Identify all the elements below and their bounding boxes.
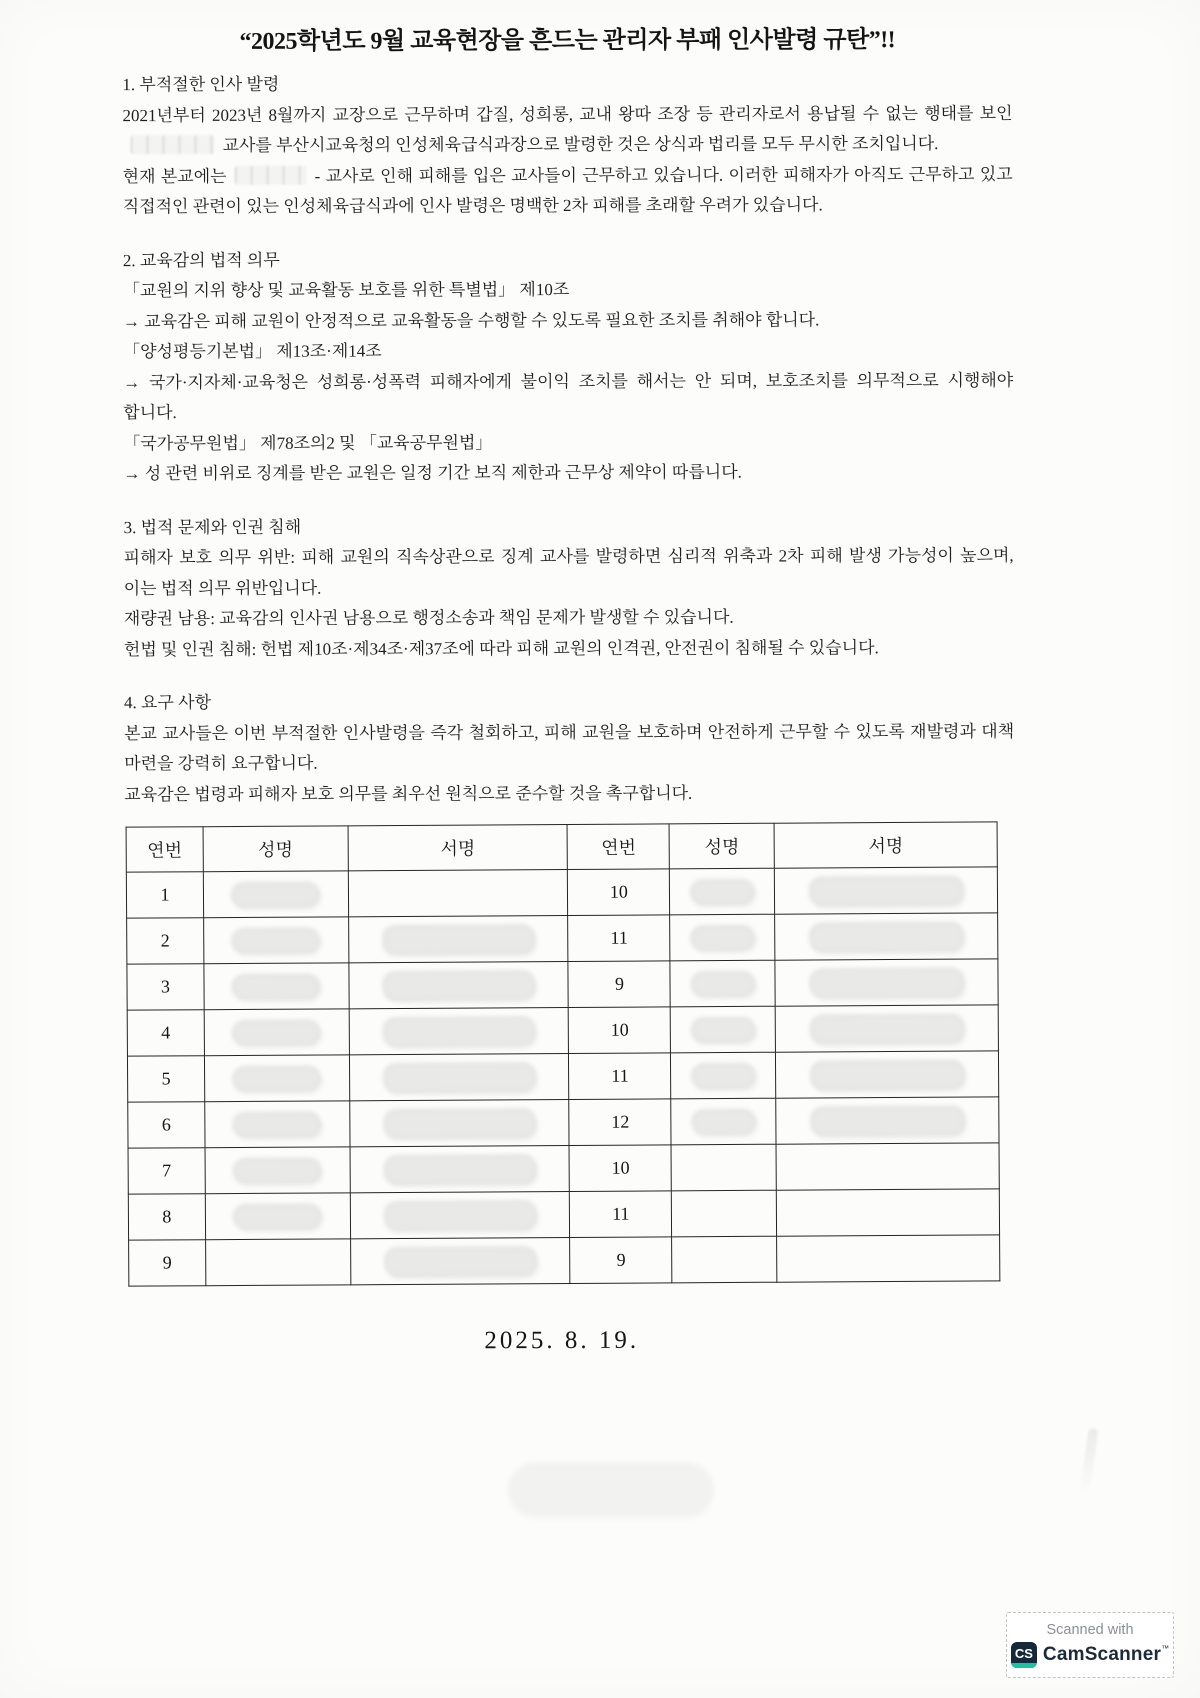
row-number: 9 [568,961,670,1008]
redacted-signature-blob [382,924,535,955]
redacted-stamp-blob [508,1462,714,1518]
section-legal-duty [123,243,1014,489]
col-header-no-left: 연번 [126,827,203,872]
section-heading: 4. 요구 사항 [124,692,212,713]
scanned-with-label: Scanned with [1046,1622,1134,1638]
redacted-signature-blob [383,1200,536,1231]
section-heading: 1. 부적절한 인사 발령 [122,74,280,95]
table-row [129,1235,1000,1286]
paragraph-text: - 교사로 인해 피해를 입은 교사들이 근무하고 있습니다. 이러한 피해자가 아직도 근무하고 있고 직접적인 관련이 있는 인성체육급식과에 인사 발령은 명백한 2차 피해를 초래할 우려가 있습니다. [122,164,1013,217]
redacted-signature-blob [808,875,963,906]
paragraph: 교육감은 법령과 피해자 보호 의무를 최우선 원칙으로 준수할 것을 촉구합니다. [124,783,693,804]
paragraph: → 성 관련 비위로 징계를 받은 교원은 일정 기간 보직 제한과 근무상 제약이 따릅니다. [123,462,742,484]
table-row [126,867,997,918]
row-number: 1 [126,872,203,918]
paragraph: → 교육감은 피해 교원이 안정적으로 교육활동을 수행할 수 있도록 필요한 조치를 취해야 합니다. [123,309,820,331]
redacted-signature-blob [810,1059,965,1090]
row-number: 12 [569,1099,671,1146]
paragraph: 본교 교사들은 이번 부적절한 인사발령을 즉각 철회하고, 피해 교원을 보호하며 안전하게 근무할 수 있도록 재발령과 대책 마련을 강력히 요구합니다. [124,721,1015,774]
redacted-name-blob [232,973,321,1000]
section-legal-issues [124,510,1014,665]
redacted-signature-blob [384,1246,537,1277]
redacted-name-blob [690,878,755,904]
redacted-signature-blob [383,1154,536,1185]
redacted-name-blob [131,135,215,154]
redacted-name-blob [691,1016,756,1042]
row-number: 4 [127,1010,204,1056]
row-number: 6 [128,1102,205,1148]
row-number: 11 [569,1053,671,1100]
paragraph: 「교원의 지위 향상 및 교육활동 보호를 위한 특별법」 제10조 [122,279,570,301]
paragraph-text: 2021년부터 2023년 8월까지 교장으로 근무하며 갑질, 성희롱, 교내 왕따 조장 등 관리자로서 용납될 수 없는 행태를 보인 [122,103,1013,125]
row-number: 10 [570,1145,672,1192]
section-heading: 3. 법적 문제와 인권 침해 [123,517,302,537]
signature-table [126,821,1001,1286]
redacted-name-blob [233,1203,322,1230]
redacted-name-blob [690,924,755,950]
col-header-no-right: 연번 [568,824,670,870]
redacted-signature-blob [383,1062,536,1093]
document-date: 2025. 8. 19. [484,1326,640,1355]
paragraph: 피해자 보호 의무 위반: 피해 교원의 직속상관으로 징계 교사를 발령하면 심리적 위축과 2차 피해 발생 가능성이 높으며, 이는 법적 의무 위반입니다. [123,545,1014,598]
col-header-name-left: 성명 [203,826,348,872]
paragraph: 「국가공무원법」 제78조의2 및 「교육공무원법」 [123,432,493,453]
redacted-name-blob [235,165,307,184]
redacted-signature-blob [809,967,964,998]
scan-artifact-mark [1075,1428,1098,1523]
paragraph: 재량권 남용: 교육감의 인사권 남용으로 행정소송과 책임 문제가 발생할 수 있습니다. [123,607,734,629]
trademark-symbol: ™ [1161,1644,1170,1653]
row-number: 8 [128,1194,205,1240]
redacted-name-blob [691,1062,756,1088]
redacted-signature-blob [383,1108,536,1139]
row-number: 3 [127,964,204,1010]
camscanner-badge [1006,1612,1174,1678]
section-heading: 2. 교육감의 법적 의무 [122,250,280,270]
paragraph: 헌법 및 인권 침해: 헌법 제10조·제34조·제37조에 따라 피해 교원의 인격권, 안전권이 침해될 수 있습니다. [123,637,879,659]
row-number: 10 [569,1007,671,1054]
row-number: 2 [127,918,204,964]
redacted-name-blob [691,1108,756,1134]
paragraph [123,159,1013,222]
table-row [127,1005,998,1056]
document-content [122,19,1015,1358]
row-number: 9 [129,1240,206,1286]
table-row [128,1143,999,1194]
row-number: 11 [568,915,670,962]
col-header-name-right: 성명 [669,823,774,869]
table-header-row [126,822,997,872]
redacted-name-blob [231,881,320,908]
table-row [127,959,998,1010]
table-row [128,1189,999,1240]
camscanner-logo-icon: CS [1011,1642,1037,1668]
redacted-name-blob [232,1019,321,1046]
redacted-name-blob [232,1065,321,1092]
redacted-signature-blob [809,921,964,952]
camscanner-name: CamScanner [1042,1644,1162,1665]
section-improper-appointment [122,68,1012,223]
table-row [127,1051,998,1102]
row-number: 11 [570,1191,672,1238]
row-number: 7 [128,1148,205,1194]
col-header-sign-left: 서명 [348,824,568,870]
document-title: “2025학년도 9월 교육현장을 흔드는 관리자 부패 인사발령 규탄”!! [239,27,896,55]
redacted-name-blob [233,1111,322,1138]
redacted-name-blob [231,927,320,954]
paragraph [122,98,1012,161]
table-row [127,913,998,964]
row-number: 9 [570,1237,672,1284]
table-row [128,1097,999,1148]
redacted-name-blob [233,1157,322,1184]
redacted-signature-blob [382,1016,535,1047]
col-header-sign-right: 서명 [774,822,997,868]
row-number: 10 [568,869,670,916]
paragraph: → 국가·지자체·교육청은 성희롱·성폭력 피해자에게 불이익 조치를 해서는 안 되며, 보호조치를 의무적으로 시행해야 합니다. [123,370,1014,423]
redacted-name-blob [691,970,756,996]
redacted-signature-blob [810,1105,965,1136]
paragraph: 「양성평등기본법」 제13조·제14조 [123,341,382,362]
redacted-signature-blob [809,1013,964,1044]
paragraph-text: 교사를 부산시교육청의 인성체육급식과장으로 발령한 것은 상식과 법리를 모두 무시한 조치입니다. [222,134,939,155]
redacted-signature-blob [382,970,535,1001]
row-number: 5 [127,1056,204,1102]
paragraph-text: 현재 본교에는 [122,166,227,186]
section-demands [124,686,1014,810]
